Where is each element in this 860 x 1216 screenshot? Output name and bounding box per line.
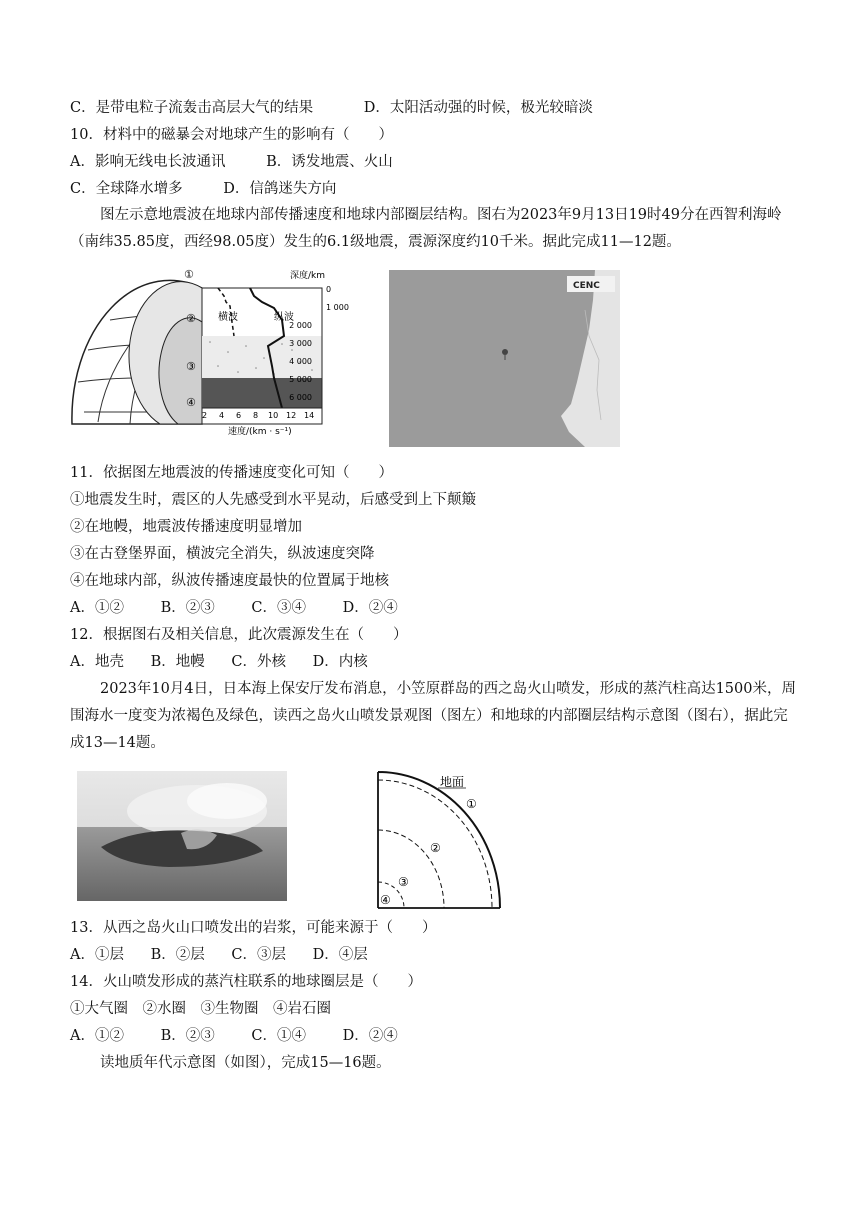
q12-option-c[interactable]: C．外核 (231, 654, 286, 670)
q9-option-c[interactable]: C．是带电粒子流轰击高层大气的结果 (70, 100, 314, 116)
q12-option-d[interactable]: D．内核 (312, 654, 368, 670)
layer-4-label: ④ (380, 893, 391, 907)
layer-2-label: ② (186, 312, 196, 325)
q11-option-b[interactable]: B．②③ (160, 600, 215, 616)
q11-statement-3: ③在古登堡界面，横波完全消失，纵波速度突降 (70, 546, 375, 562)
q14-option-b[interactable]: B．②③ (160, 1028, 215, 1044)
speed-tick: 6 (236, 411, 242, 420)
layer-3-label: ③ (398, 875, 409, 889)
q14-option-d[interactable]: D．②④ (342, 1028, 398, 1044)
q12-options (70, 652, 368, 672)
q10-option-b[interactable]: B．诱发地震、火山 (266, 154, 393, 170)
q11-option-c[interactable]: C．③④ (251, 600, 306, 616)
q13-option-b[interactable]: B．②层 (150, 947, 205, 963)
q9-option-d[interactable]: D．太阳活动强的时候，极光较暗淡 (363, 100, 593, 116)
q14-options (70, 1026, 398, 1046)
q13-option-d[interactable]: D．④层 (312, 947, 368, 963)
q10-options-cd (70, 179, 336, 199)
speed-tick: 12 (286, 411, 297, 420)
depth-tick: 6 000 (289, 393, 312, 402)
q11-options (70, 598, 398, 618)
q11-stem: 11．依据图左地震波的传播速度变化可知（ ） (70, 465, 393, 481)
speed-tick: 14 (304, 411, 315, 420)
q12-option-a[interactable]: A．地壳 (70, 654, 124, 670)
depth-tick: 1 000 (326, 303, 349, 312)
depth-tick: 4 000 (289, 357, 312, 366)
q12-option-b[interactable]: B．地幔 (150, 654, 205, 670)
layer-4-label: ④ (186, 396, 196, 409)
q11-option-d[interactable]: D．②④ (342, 600, 398, 616)
depth-tick: 3 000 (289, 339, 312, 348)
q10-stem: 10．材料中的磁暴会对地球产生的影响有（ ） (70, 127, 393, 143)
q12-stem: 12．根据图右及相关信息，此次震源发生在（ ） (70, 627, 408, 643)
speed-tick: 2 (202, 411, 208, 420)
volcano-photo (77, 771, 287, 901)
q13-option-c[interactable]: C．③层 (231, 947, 286, 963)
seismic-wave-figure (68, 262, 349, 447)
layer-1-label: ① (184, 268, 194, 281)
depth-tick: 2 000 (289, 321, 312, 330)
epicenter-marker (502, 349, 508, 355)
q14-option-a[interactable]: A．①② (70, 1028, 124, 1044)
speed-tick: 10 (268, 411, 279, 420)
intro-15-16: 读地质年代示意图（如图），完成15—16题。 (100, 1055, 391, 1071)
p-wave-label: 纵波 (274, 312, 294, 323)
earthquake-map (389, 270, 620, 447)
q14-option-c[interactable]: C．①④ (251, 1028, 306, 1044)
depth-tick: 5 000 (289, 375, 312, 384)
ground-label: 地面 (440, 775, 465, 789)
q11-option-a[interactable]: A．①② (70, 600, 124, 616)
map-logo: CENC (573, 281, 600, 291)
q9-options (70, 98, 593, 118)
speed-axis-label: 速度/(km · s⁻¹) (228, 427, 292, 437)
layer-3-label: ③ (186, 360, 196, 373)
q14-spheres: ①大气圈 ②水圈 ③生物圈 ④岩石圈 (70, 1001, 331, 1017)
q10-option-d[interactable]: D．信鸽迷失方向 (223, 181, 337, 197)
q11-statement-2: ②在地幔，地震波传播速度明显增加 (70, 519, 302, 535)
q10-option-c[interactable]: C．全球降水增多 (70, 181, 183, 197)
depth-tick: 0 (326, 285, 332, 294)
q10-options-ab (70, 152, 393, 172)
s-wave-label: 横波 (218, 312, 238, 323)
intro-11-12: 图左示意地震波在地球内部传播速度和地球内部圈层结构。图右为2023年9月13日19时49分在西智利海岭（南纬35.85度，西经98.05度）发生的6.1级地震，震源深度约10千米。据此完成11—12题。 (70, 207, 782, 250)
q10-option-a[interactable]: A．影响无线电长波通讯 (70, 154, 226, 170)
q14-stem: 14．火山喷发形成的蒸汽柱联系的地球圈层是（ ） (70, 974, 422, 990)
intro-13-14: 2023年10月4日，日本海上保安厅发布消息，小笠原群岛的西之岛火山喷发，形成的蒸汽柱高达1500米，周围海水一度变为浓褐色及绿色，读西之岛火山喷发景观图（图左）和地球的内部圈层结构示意图（图右），据此完成13—14题。 (70, 681, 796, 751)
q13-stem: 13．从西之岛火山口喷发出的岩浆，可能来源于（ ） (70, 920, 437, 936)
earth-layers-diagram (372, 764, 507, 912)
speed-tick: 4 (219, 411, 225, 420)
q13-option-a[interactable]: A．①层 (70, 947, 124, 963)
speed-tick: 8 (253, 411, 259, 420)
layer-1-label: ① (466, 797, 477, 811)
layer-2-label: ② (430, 841, 441, 855)
q11-statement-4: ④在地球内部，纵波传播速度最快的位置属于地核 (70, 573, 389, 589)
q13-options (70, 945, 368, 965)
q11-statement-1: ①地震发生时，震区的人先感受到水平晃动，后感受到上下颠簸 (70, 492, 476, 508)
depth-axis-label: 深度/km (290, 271, 326, 281)
